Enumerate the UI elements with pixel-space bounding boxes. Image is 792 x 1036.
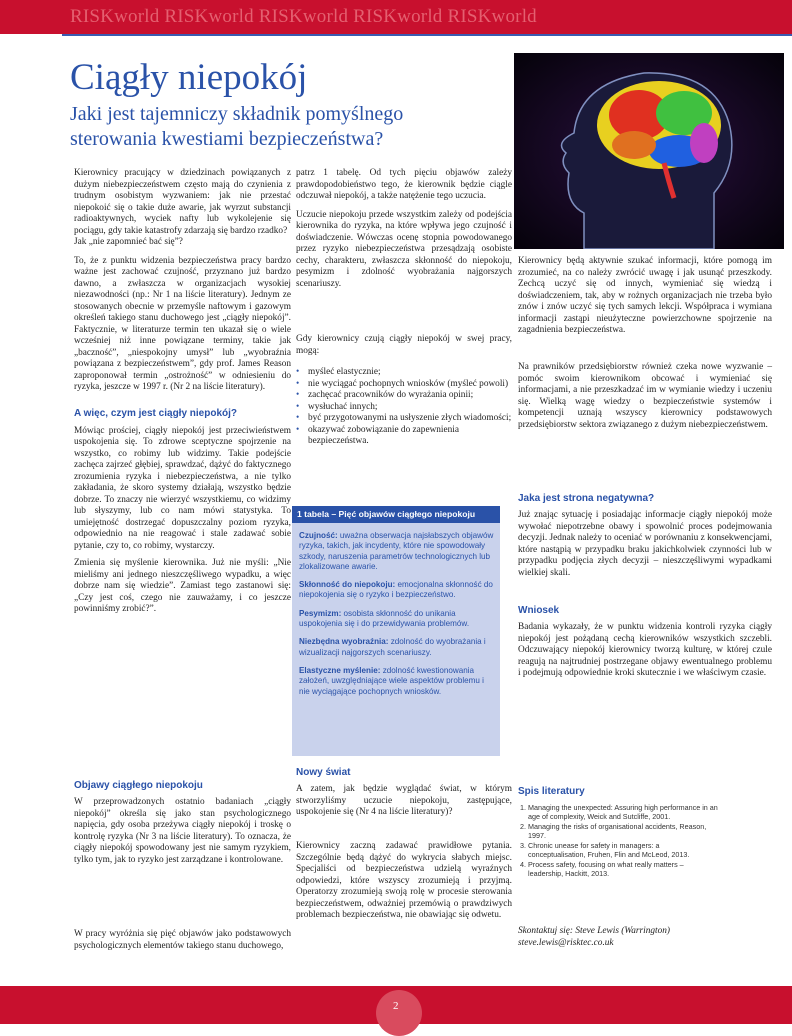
table-term: Skłonność do niepokoju: <box>299 580 396 590</box>
section-heading-symptoms: Objawy ciągłego niepokoju <box>74 780 203 791</box>
col1-paragraph-4: Mówiąc prościej, ciągły niepokój jest przeciwieństwem uspokojenia się. To zdrowe sceptyczne spojrzenie na wszystko, co robimy lub widzimy. Takie podejście zachęca zajrzeć głębiej, sprawdzać, dążyć do faktycznego zrozumienia ryzyka i niebezpieczeństwa, a nie tylko zakładania, że skoro systemy działają, wszystko będzie dobrze. To znaczy nie wierzyć wszystkiemu, co widzimy lub słyszymy, lub co nam mówi statystyka. To umiejętność dostrzegać dopuszczalny poziom ryzyka, odpowiednio na nie reagować i stale zadawać sobie pytanie, czy to, co robimy, wystarczy. <box>74 425 291 551</box>
table-row <box>299 666 495 697</box>
section-heading-new-world: Nowy świat <box>296 767 351 778</box>
section-heading-negative: Jaka jest strona negatywna? <box>518 493 655 504</box>
col1-paragraph-3: To, że z punktu widzenia bezpieczeństwa pracy bardzo ważne jest zachować czujność, przyznano już bardzo dawno, a zwłaszcza w organizacjach wysokiej niezawodności (np.: Nr 1 na liście literatury). Jednym ze stosowanych obecnie w przemyśle naftowym i gazowym określeń takiego stanu duchowego jest „ciągły niepokój”. Faktycznie, w literaturze termin ten ukazał się o wiele wcześniej niż inne powiązane terminy, takie jak „baczność”, „niespokojny umysł” lub „wyobraźnia powiązana z bezpieczeństwem”, gdy prof. James Reason zaproponował termin „ostrożność” w odniesieniu do ryzyka, jeszcze w 1997 r. (Nr 2 na liście literatury). <box>74 255 291 392</box>
table-term: Niezbędna wyobraźnia: <box>299 637 389 647</box>
contact-email[interactable]: steve.lewis@risktec.co.uk <box>518 938 614 948</box>
page-subtitle: Jaki jest tajemniczy składnik pomyślnego sterowania kwestiami bezpieczeństwa? <box>70 103 404 150</box>
banner-divider <box>62 34 792 36</box>
table-body <box>299 531 495 705</box>
table-text: emocjonalna skłonność do niepokojenia się o ryzyko i bezpieczeństwo. <box>299 580 493 600</box>
banner-text: RISKworld RISKworld RISKworld RISKworld RISKworld <box>70 6 537 27</box>
table-text: zdolność kwestionowania założeń, uwzględniające wiele aspektów problemu i nie wyciągające pochopnych wniosków. <box>299 665 484 696</box>
globe-icon <box>376 990 422 1036</box>
contact-name: Skontaktuj się: Steve Lewis (Warrington) <box>518 926 671 936</box>
section-heading-references: Spis literatury <box>518 786 585 797</box>
list-item: • okazywać zobowiązanie do zapewnienia bezpieczeństwa. <box>308 425 512 448</box>
col2-paragraph-5: Kierownicy zaczną zadawać prawidłowe pytania. Szczególnie będą dążyć do wykrycia słabych miejsc. Specjaliści od bezpieczeństwa udzielą wyraźnych odpowiedzi, które wszyscy zrozumieją i przyjmą. Operatorzy zrozumieją swoją rolę w procesie sterowania bezpieczeństwem, odważniej przemówią o prawdziwych problemach bezpieczeństwa, nie obawiając się odwetu. <box>296 841 512 920</box>
column-3-mid <box>518 362 772 680</box>
column-1-bottom <box>74 929 291 952</box>
column-1 <box>74 168 291 616</box>
list-item: 2. Managing the risks of organisational accidents, Reason, 1997. <box>528 822 718 840</box>
col3-paragraph-4: Badania wykazały, że w punktu widzenia kontroli ryzyka ciągły niepokój jest pożądaną cechą kierowników wszystkich szczebli. Odczuwający niepokój kierownicy tworzą kulturę, w której czule reagują na najtrudniej postrzegane objawy ewentualnego problemu i podejmują odpowiednie kroki skutecznie i we właściwym czasie. <box>518 622 772 678</box>
list-item: 1. Managing the unexpected: Assuring high performance in an age of complexity, Weick and Sutcliffe, 2001. <box>528 803 718 821</box>
references-section <box>518 786 772 879</box>
column-2 <box>296 168 512 448</box>
col3-paragraph-1: Kierownicy będą aktywnie szukać informacji, które pomogą im zrozumieć, na co należy zwrócić uwagę i jak usunąć przeszkody. Zechcą uczyć się od innych, wymieniać się wiedzą i doświadczeniem, tak, aby w rożnych organizacjach nie trzeba było znów i znów uczyć się tych samych lekcji. Współpraca i wymiana informacji zastąpi nieużyteczne powierzchowne spojrzenie na zagadnienia bezpieczeństwa. <box>518 256 772 335</box>
section-heading-conclusion: Wniosek <box>518 605 560 616</box>
page-title: Ciągły niepokój <box>70 57 308 98</box>
list-item: • być przygotowanymi na usłyszenie złych wiadomości; <box>308 413 512 425</box>
list-item: • myśleć elastycznie; <box>308 367 512 379</box>
list-item: 3. Chronic unease for safety in managers: a conceptualisation, Fruhen, Flin and McLeod, 2013. <box>528 841 718 859</box>
section-heading-what-is: A więc, czym jest ciągły niepokój? <box>74 407 238 419</box>
table-term: Pesymizm: <box>299 608 342 618</box>
table-row <box>299 637 495 658</box>
capabilities-list <box>296 367 512 448</box>
table-row <box>299 609 495 630</box>
list-item: • zachęcać pracowników do wyrażania opinii; <box>308 390 512 402</box>
col1-paragraph-5: Zmienia się myślenie kierownika. Już nie myśli: „Nie mieliśmy ani jednego nieszczęśliwego wypadku, a więc dobrze nam się wiedzie”. Zamiast tego zastanowi się: „Czy jest coś, czego nie zauważamy, i co jeszcze powinniśmy zrobić?”. <box>74 558 291 614</box>
col2-paragraph-2: Uczucie niepokoju przede wszystkim zależy od podejścia kierownika do ryzyka, na które wpływa jego czujność i doświadczenie. Wówczas ocenę stopnia powodowanego przez ryzyko niebezpieczeństwa przesądzają osobiste cechy, charakteru, zwłaszcza skłonność do niepokoju, pesymizm i zdolność wyobrażania najgorszych scenariuszy. <box>296 209 512 289</box>
list-item: • wysłuchać innych; <box>308 402 512 414</box>
col1-paragraph-1: Kierownicy pracujący w dziedzinach powiązanych z dużym niebezpieczeństwem często mają do czynienia z trudnym osobistym wyzwaniem: jak nie przestać niepokoić się o takie duże awarie, jak wyrzut substancji radioaktywnych, wyciek nafty lub wykolejenie się pociągu, gdy takie katastrofy zdarzają się bardzo rzadko? <box>74 168 291 236</box>
list-item: • nie wyciągać pochopnych wniosków (myśleć powoli) <box>308 379 512 391</box>
references-list <box>518 803 718 878</box>
column-3 <box>518 256 772 337</box>
column-2-bottom <box>296 841 512 922</box>
col1-paragraph-2: Jak „nie zapomnieć bać się”? <box>74 237 183 247</box>
col2-paragraph-3: Gdy kierownicy czują ciągły niepokój w swej pracy, mogą: <box>296 334 512 356</box>
col2-paragraph-4: A zatem, jak będzie wyglądać świat, w którym stworzyliśmy uczucie niepokoju, zastępujące, uspokojenie się (Nr 4 na liście literatury)? <box>296 784 512 817</box>
contact-block <box>518 925 772 949</box>
table-term: Elastyczne myślenie: <box>299 665 381 675</box>
table-text: zdolność do wyobrażania i wizualizacji najgorszych scenariuszy. <box>299 637 486 657</box>
table-text: uważna obserwacja najsłabszych objawów ryzyka, takich, jak incydenty, które nie spowodowały szkody, naruszenia parametrów technologicznych lub zlokalizowane awarie. <box>299 531 494 571</box>
table-row <box>299 531 495 572</box>
table-title: 1 tabela – Pięć objawów ciągłego niepokoju <box>292 506 500 523</box>
col3-paragraph-2: Na prawników przedsiębiorstw również czeka nowe wyzwanie – pomóc swoim kierownikom obcować i wymieniać się informacjami, a nie przeszkadzać im w wymianie wiedzy i uczeniu się. Wielką wagę wiedzy o bezpieczeństwie systemów i kompetencji uznają wszyscy kierownicy podstawowych przedsiębiorstw sektora związanego z dużym niebezpieczeństwem. <box>518 362 772 430</box>
list-item: 4. Process safety, focusing on what really matters – leadership, Hackitt, 2013. <box>528 860 718 878</box>
column-1-lower <box>74 780 291 866</box>
col1-paragraph-6: W przeprowadzonych ostatnio badaniach „ciągły niepokój” określa się jako stan psychologicznego napięcia, gdy osoba przeżywa ciągły niepokój i troskę o kontrolę ryzyka (Nr 3 na liście literatury). To oznacza, że ciągły niepokój spowodowany jest nie samym ryzykiem, tylko tym, jak to ryzyko jest zarządzane i kontrolowane. <box>74 797 291 865</box>
brain-head-illustration <box>514 53 784 249</box>
page-number: 2 <box>393 1000 399 1012</box>
col1-paragraph-7: W pracy wyróżnia się pięć objawów jako podstawowych psychologicznych elementów takiego stanu duchowego, <box>74 929 291 951</box>
col3-paragraph-3: Już znając sytuację i posiadając informacje ciągły niepokój może wywołać niepotrzebne obawy i spowolnić proces podejmowania decyzji. Jednak należy to oceniać w porównaniu z konsekwencjami, które nastąpią w przypadku braku jakichkolwiek czynności lub w przypadku podjęcia złych decyzji – nieszczęśliwymi wypadkami wielkiej skali. <box>518 510 772 578</box>
table-row <box>299 580 495 601</box>
table-text: osobista skłonność do unikania uspokojenia się i do przewidywania problemów. <box>299 608 470 629</box>
table-term: Czujność: <box>299 531 338 540</box>
col2-paragraph-1: patrz 1 tabelę. Od tych pięciu objawów zależy prawdopodobieństwo tego, że kierownik będzie ciągle odczuwał niepokój, a także natężenie tego uczucia. <box>296 168 512 201</box>
column-2-lower <box>296 767 512 819</box>
